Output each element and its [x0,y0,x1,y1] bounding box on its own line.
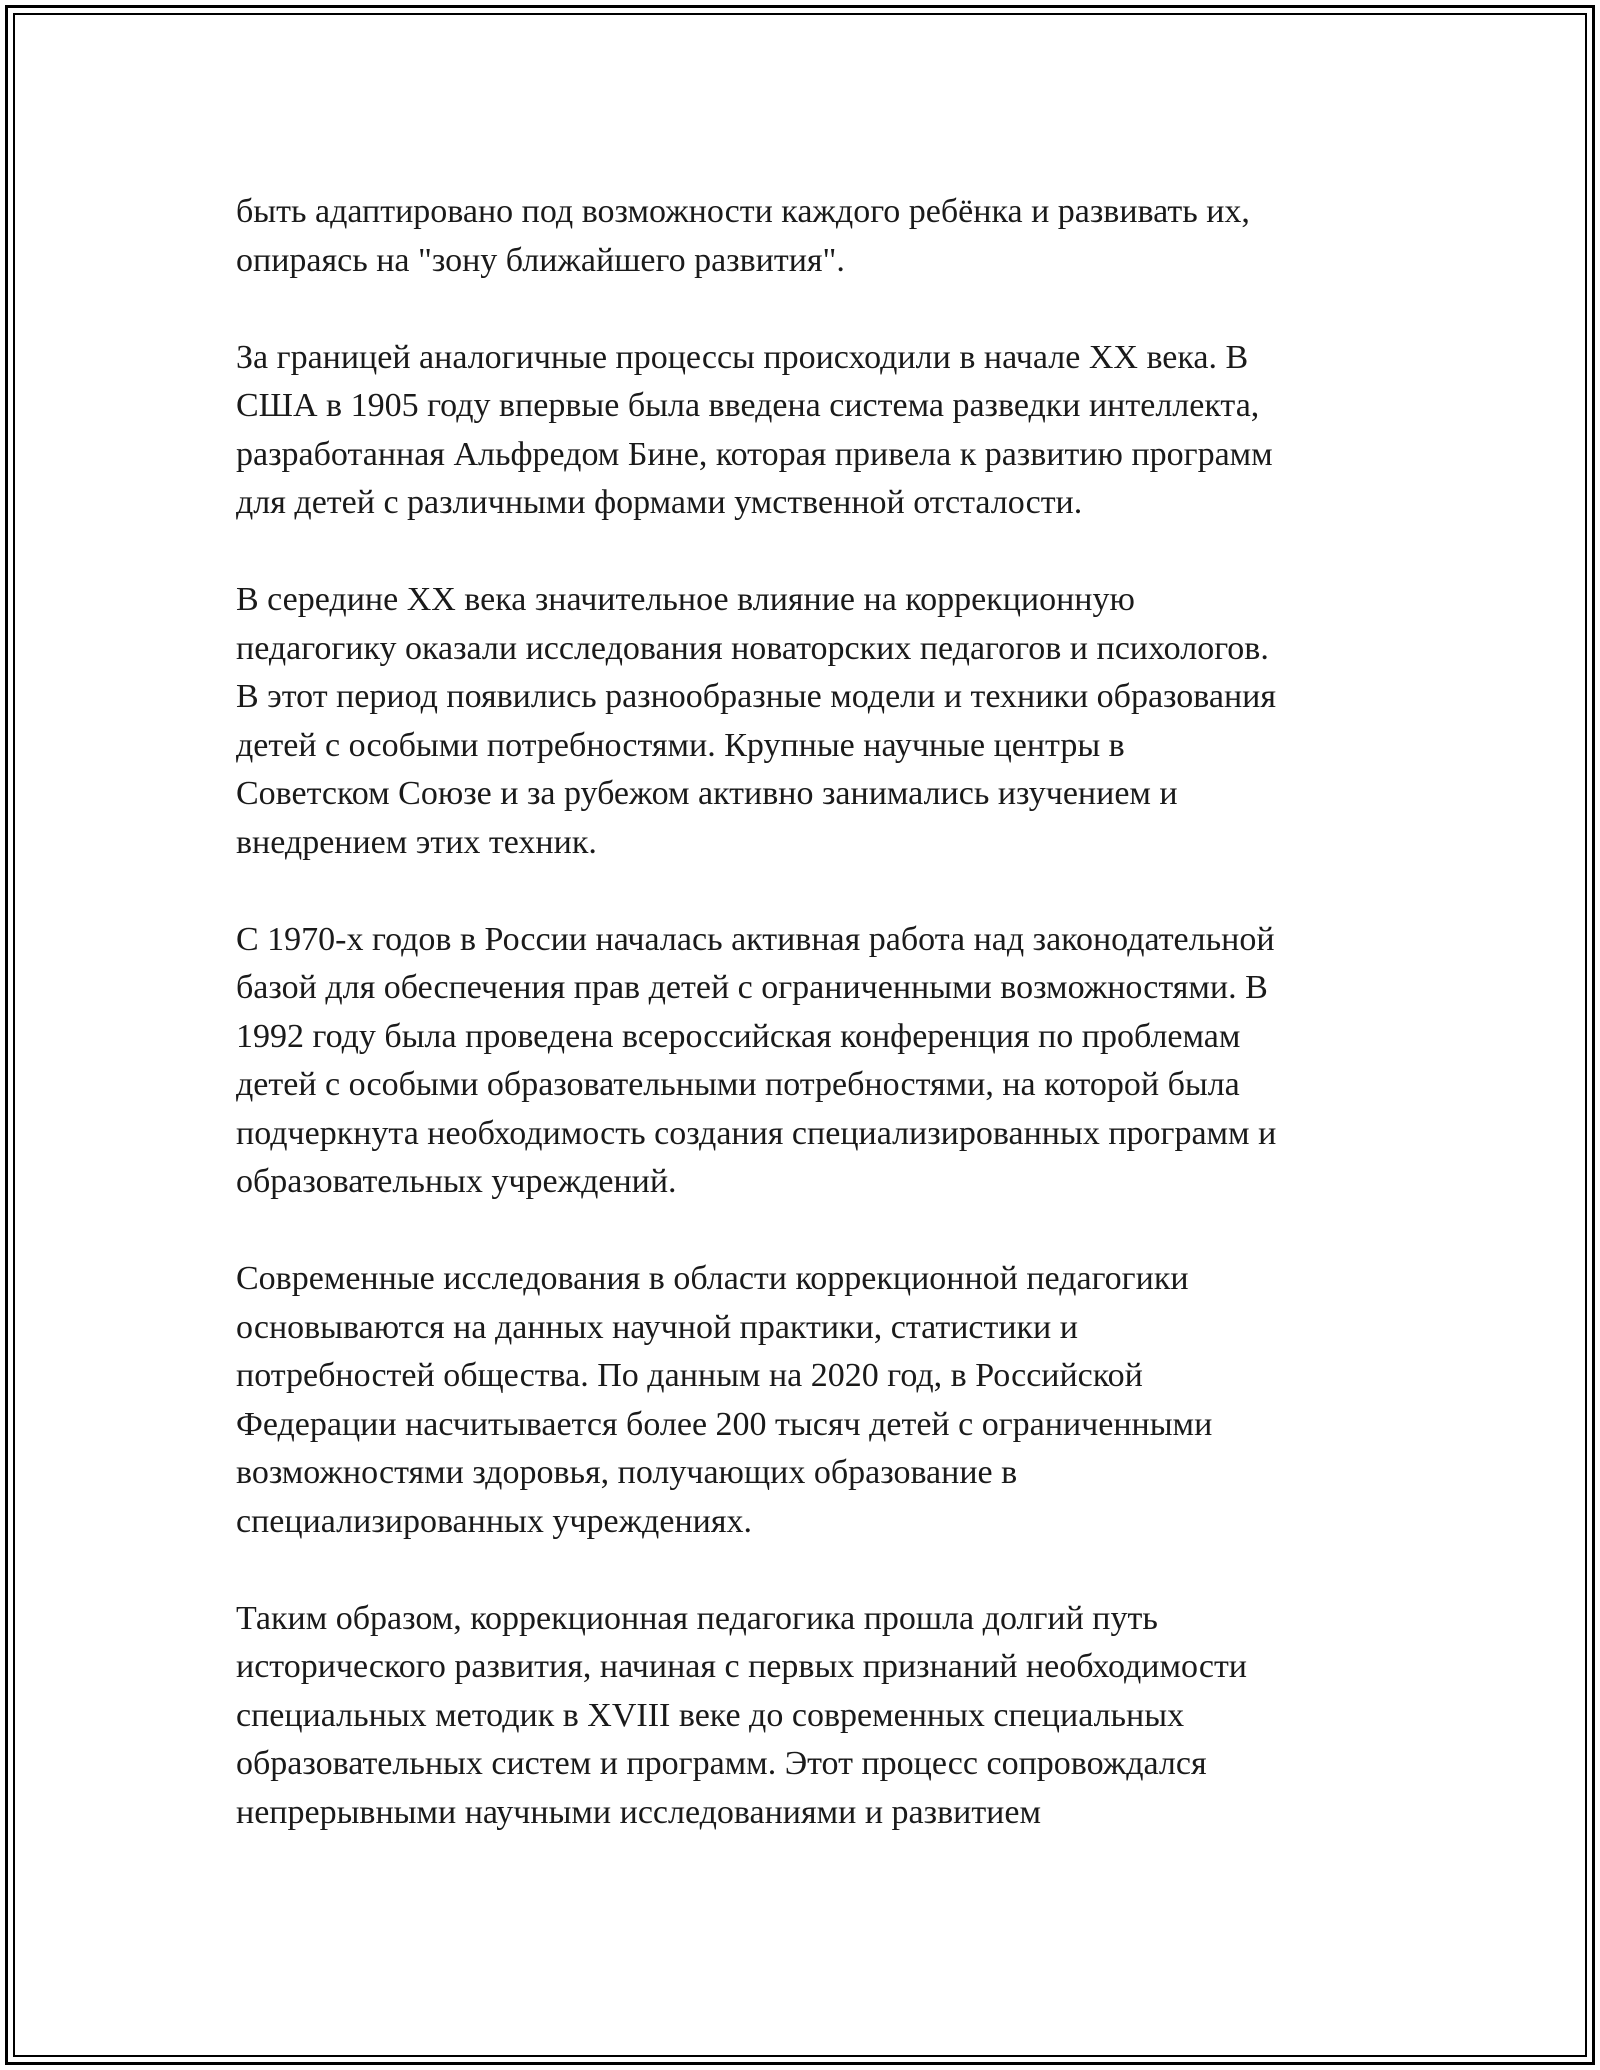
text-line: В этот период появились разнообразные модели и техники образования [236,678,1276,715]
text-line: За границей аналогичные процессы происходили в начале XX века. В [236,338,1249,376]
text-line: потребностей общества. По данным на 2020 год, в Российской [236,1357,1143,1394]
text-line: опираясь на "зону ближайшего развития". [236,241,845,279]
text-line: Советском Союзе и за рубежом активно занимались изучением и [236,775,1178,812]
text-line: внедрением этих техник. [236,823,597,861]
text-line: Современные исследования в области коррекционной педагогики [236,1260,1189,1297]
paragraph-4 [236,916,1376,1207]
text-line: подчеркнута необходимость создания специализированных программ и [236,1114,1277,1152]
paragraph-6 [236,1595,1376,1838]
document-body [236,188,1376,1886]
text-line: специальных методик в XVIII веке до современных специальных [236,1696,1185,1734]
text-line: быть адаптировано под возможности каждого ребёнка и развивать их, [236,193,1250,230]
text-line: США в 1905 году впервые была введена система разведки интеллекта, [236,387,1260,424]
paragraph-5 [236,1255,1376,1546]
text-line: образовательных систем и программ. Этот процесс сопровождался [236,1745,1207,1782]
text-line: С 1970-х годов в России началась активная работа над законодательной [236,920,1275,958]
text-line: педагогику оказали исследования новаторских педагогов и психологов. [236,629,1269,667]
text-line: исторического развития, начиная с первых признаний необходимости [236,1648,1248,1685]
text-line: детей с особыми образовательными потребностями, на которой была [236,1066,1240,1103]
text-line: базой для обеспечения прав детей с ограниченными возможностями. В [236,969,1268,1006]
paragraph-1 [236,188,1376,285]
text-line: 1992 году была проведена всероссийская конференция по проблемам [236,1017,1241,1055]
text-line: детей с особыми потребностями. Крупные научные центры в [236,726,1125,764]
text-line: специализированных учреждениях. [236,1502,752,1540]
paragraph-3 [236,576,1376,867]
text-line: разработанная Альфредом Бине, которая привела к развитию программ [236,435,1273,473]
text-line: непрерывными научными исследованиями и развитием [236,1793,1041,1831]
text-line: возможностями здоровья, получающих образование в [236,1454,1018,1491]
text-line: В середине XX века значительное влияние на коррекционную [236,581,1135,618]
text-line: основываются на данных научной практики, статистики и [236,1308,1078,1346]
paragraph-2 [236,334,1376,528]
text-line: Федерации насчитывается более 200 тысяч детей с ограниченными [236,1405,1213,1443]
text-line: для детей с различными формами умственной отсталости. [236,484,1083,521]
text-line: Таким образом, коррекционная педагогика прошла долгий путь [236,1599,1158,1637]
text-line: образовательных учреждений. [236,1163,677,1200]
